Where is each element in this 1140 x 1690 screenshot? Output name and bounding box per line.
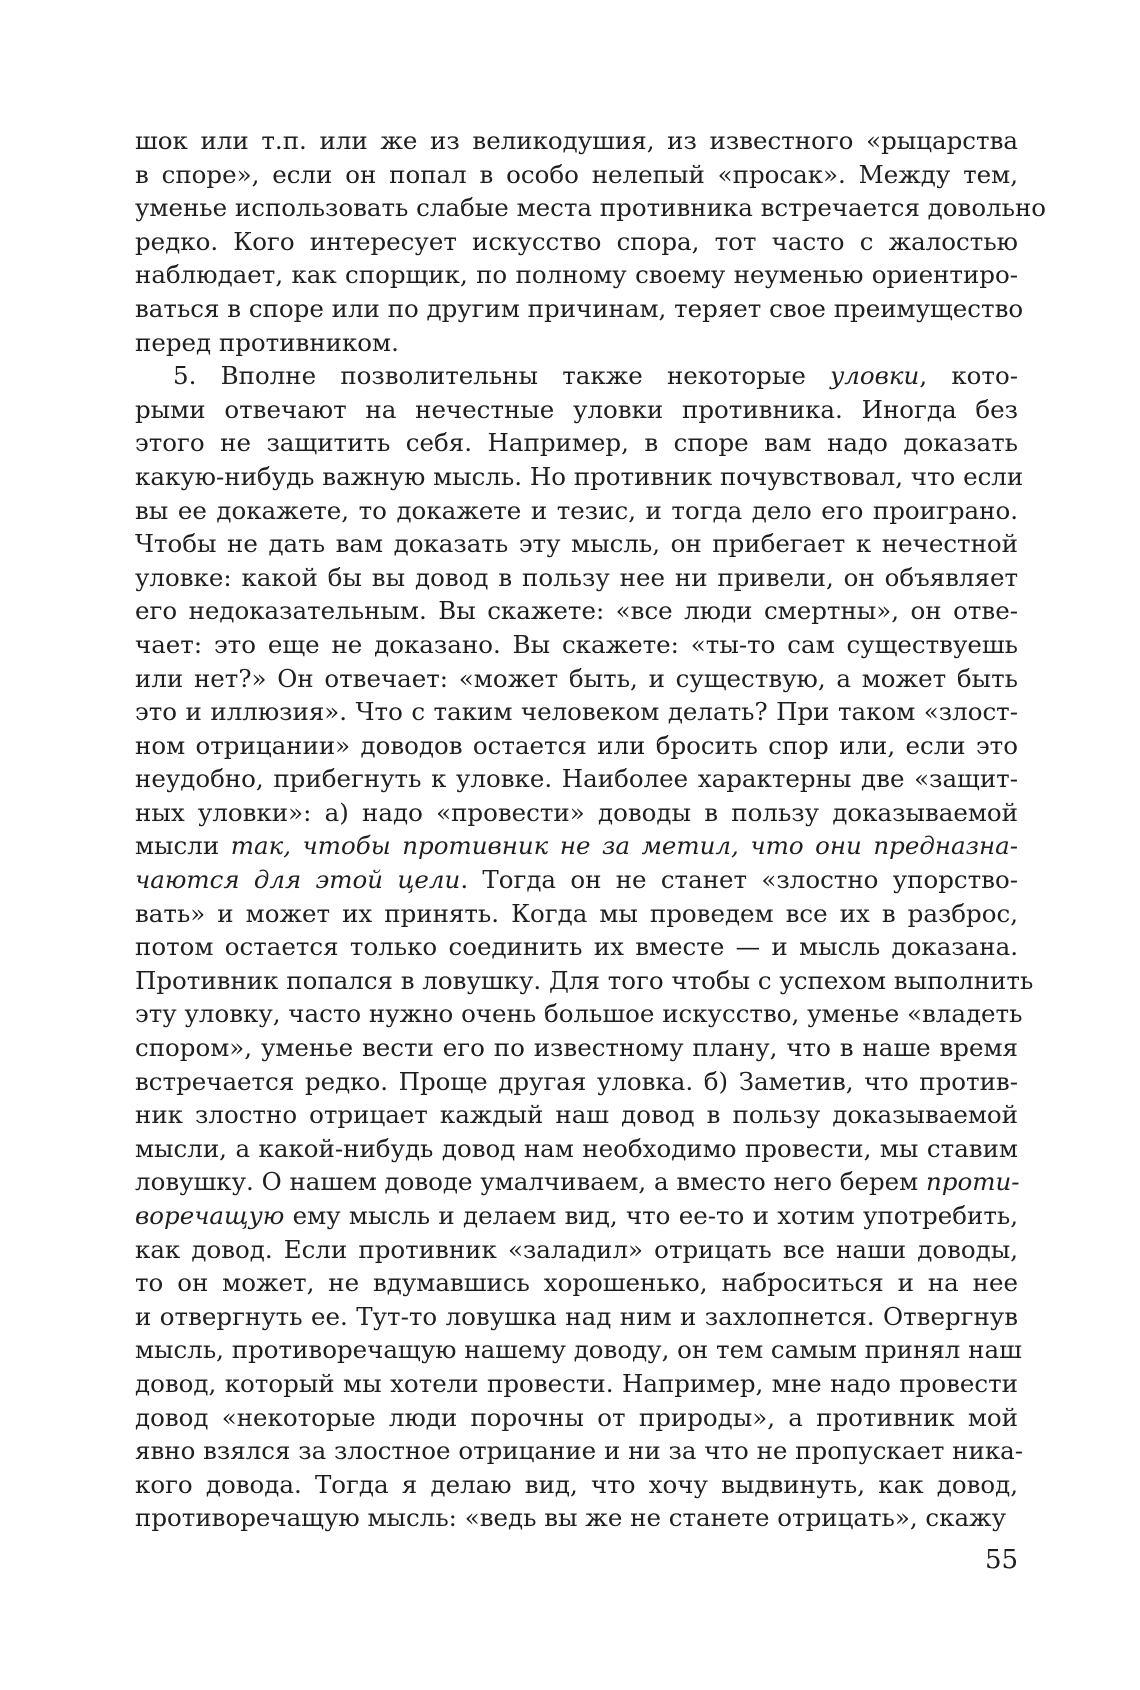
text-line: [135, 964, 1034, 998]
text-line: [135, 729, 1018, 763]
text-line: [135, 1401, 1018, 1435]
text-line: [135, 997, 1023, 1031]
text-segment: или нет?» Он отвечает: «может быть, и существую, а может быть: [135, 663, 1018, 693]
text-segment: наблюдает, как спорщик, по полному своему неуменью ориентиро-: [135, 260, 1018, 290]
text-segment: уловке: какой бы вы довод в пользу нее ни привели, он объявляет: [135, 562, 1018, 592]
text-line: [135, 527, 1018, 561]
text-segment: ник злостно отрицает каждый наш довод в пользу доказываемой: [135, 1100, 1018, 1130]
text-segment: перед противником.: [135, 327, 399, 357]
text-line: [135, 124, 1018, 158]
text-line: [135, 359, 1018, 393]
text-segment: какую-нибудь важную мысль. Но противник почувствовал, что если: [135, 461, 1024, 491]
text-segment: , кото-: [919, 361, 1018, 391]
text-segment: этого не защитить себя. Например, в споре вам надо доказать: [135, 428, 1018, 458]
text-segment: шок или т.п. или же из великодушия, из известного «рыцарства: [135, 126, 1018, 155]
text-line: [135, 1266, 1018, 1300]
text-line: [135, 494, 1018, 528]
text-segment: эту уловку, часто нужно очень большое искусство, уменье «владеть: [135, 999, 1023, 1029]
text-line: [135, 258, 1018, 292]
text-segment: ему мысль и делаем вид, что ее-то и хотим употребить,: [284, 1201, 1018, 1230]
text-segment: 5. Вполне позволительны также некоторые: [173, 361, 831, 391]
italic-text: воречащую: [135, 1201, 285, 1230]
text-segment: это и иллюзия». Что с таким человеком делать? При таком «злост-: [135, 697, 1018, 727]
text-segment: и отвергнуть ее. Тут-то ловушка над ним и захлопнется. Отвергнув: [135, 1301, 1018, 1331]
text-line: [135, 1434, 1024, 1468]
text-segment: встречается редко. Проще другая уловка. б) Заметив, что против-: [135, 1066, 1018, 1096]
text-segment: чает: это еще не доказано. Вы скажете: «ты-то сам существуешь: [135, 629, 1018, 659]
text-segment: в споре», если он попал в особо нелепый «просак». Между тем,: [135, 159, 1018, 189]
text-segment: довод, который мы хотели провести. Например, мне надо провести: [135, 1368, 1018, 1398]
text-segment: вать» и может их принять. Когда мы проведем все их в разброс,: [135, 898, 1018, 928]
text-line: [135, 158, 1018, 192]
text-segment: потом остается только соединить их вместе — и мысль доказана.: [135, 932, 1018, 962]
text-segment: неудобно, прибегнуть к уловке. Наиболее характерны две «защит-: [135, 764, 1018, 794]
text-line: [135, 1468, 1018, 1502]
text-segment: рыми отвечают на нечестные уловки противника. Иногда без: [135, 394, 1018, 424]
text-line: [135, 829, 1018, 863]
text-segment: довод «некоторые люди порочны от природы», а противник мой: [135, 1402, 1018, 1432]
italic-text: чаются для этой цели: [135, 865, 461, 895]
text-segment: мысли: [135, 831, 231, 861]
text-line: [135, 1199, 1018, 1233]
text-line: [135, 897, 1018, 931]
italic-text: уловки: [830, 361, 920, 391]
text-segment: противоречащую мысль: «ведь вы же не станете отрицать», скажу: [135, 1503, 1007, 1533]
text-line: [135, 594, 1018, 628]
text-line: [135, 1065, 1018, 1099]
text-line: [135, 426, 1018, 460]
text-line: [135, 695, 1018, 729]
text-segment: мысль, противоречащую нашему доводу, он тем самым принял наш: [135, 1335, 1022, 1365]
text-line: [135, 762, 1018, 796]
text-line: [135, 225, 1018, 259]
italic-text: проти-: [926, 1167, 1020, 1197]
text-segment: Противник попался в ловушку. Для того чтобы с успехом выполнить: [135, 965, 1034, 995]
text-segment: ном отрицании» доводов остается или бросить спор или, если это: [135, 730, 1018, 760]
text-line: [135, 1165, 1018, 1199]
text-line: [135, 662, 1018, 696]
text-line: [135, 1300, 1018, 1334]
text-segment: явно взялся за злостное отрицание и ни за что не пропускает ника-: [135, 1436, 1024, 1466]
text-line: [135, 1367, 1018, 1401]
text-segment: мысли, а какой-нибудь довод нам необходимо провести, мы ставим: [135, 1133, 1018, 1163]
text-line: [135, 628, 1018, 662]
text-line: [135, 1333, 1022, 1367]
text-line: [135, 191, 1047, 225]
page-body: [135, 124, 1047, 1535]
text-segment: его недоказательным. Вы скажете: «все люди смертны», он отве-: [135, 596, 1018, 626]
text-segment: спором», уменье вести его по известному плану, что в наше время: [135, 1033, 1018, 1063]
text-line: [135, 1501, 1018, 1535]
text-segment: то он может, не вдумавшись хорошенько, наброситься и на нее: [135, 1268, 1018, 1298]
italic-text: так, чтобы противник не за метил, что они предназна-: [230, 831, 1018, 861]
text-line: [135, 292, 1024, 326]
text-line: [135, 1233, 1018, 1267]
text-line: [135, 1098, 1018, 1132]
text-segment: ловушку. О нашем доводе умалчиваем, а вместо него берем: [135, 1167, 927, 1197]
text-line: [135, 393, 1018, 427]
text-segment: как довод. Если противник «заладил» отрицать все наши доводы,: [135, 1234, 1018, 1264]
text-line: [135, 863, 1018, 897]
text-segment: кого довода. Тогда я делаю вид, что хочу выдвинуть, как довод,: [135, 1469, 1018, 1499]
text-line: [135, 561, 1018, 595]
text-line: [135, 1031, 1018, 1065]
text-segment: уменье использовать слабые места противника встречается довольно: [135, 193, 1047, 223]
text-segment: ваться в споре или по другим причинам, теряет свое преимущество: [135, 293, 1024, 323]
text-segment: . Тогда он не станет «злостно упорство-: [460, 865, 1018, 895]
text-segment: ных уловки»: а) надо «провести» доводы в пользу доказываемой: [135, 797, 1018, 827]
text-segment: вы ее докажете, то докажете и тезис, и тогда дело его проиграно.: [135, 495, 1018, 525]
text-line: [135, 930, 1018, 964]
text-line: [135, 796, 1018, 830]
text-line: [135, 460, 1024, 494]
text-segment: редко. Кого интересует искусство спора, тот часто с жалостью: [135, 226, 1018, 256]
page-number: 55: [985, 1545, 1019, 1575]
text-segment: Чтобы не дать вам доказать эту мысль, он прибегает к нечестной: [135, 529, 1018, 559]
text-line: [135, 1132, 1018, 1166]
text-line: [135, 326, 1018, 360]
